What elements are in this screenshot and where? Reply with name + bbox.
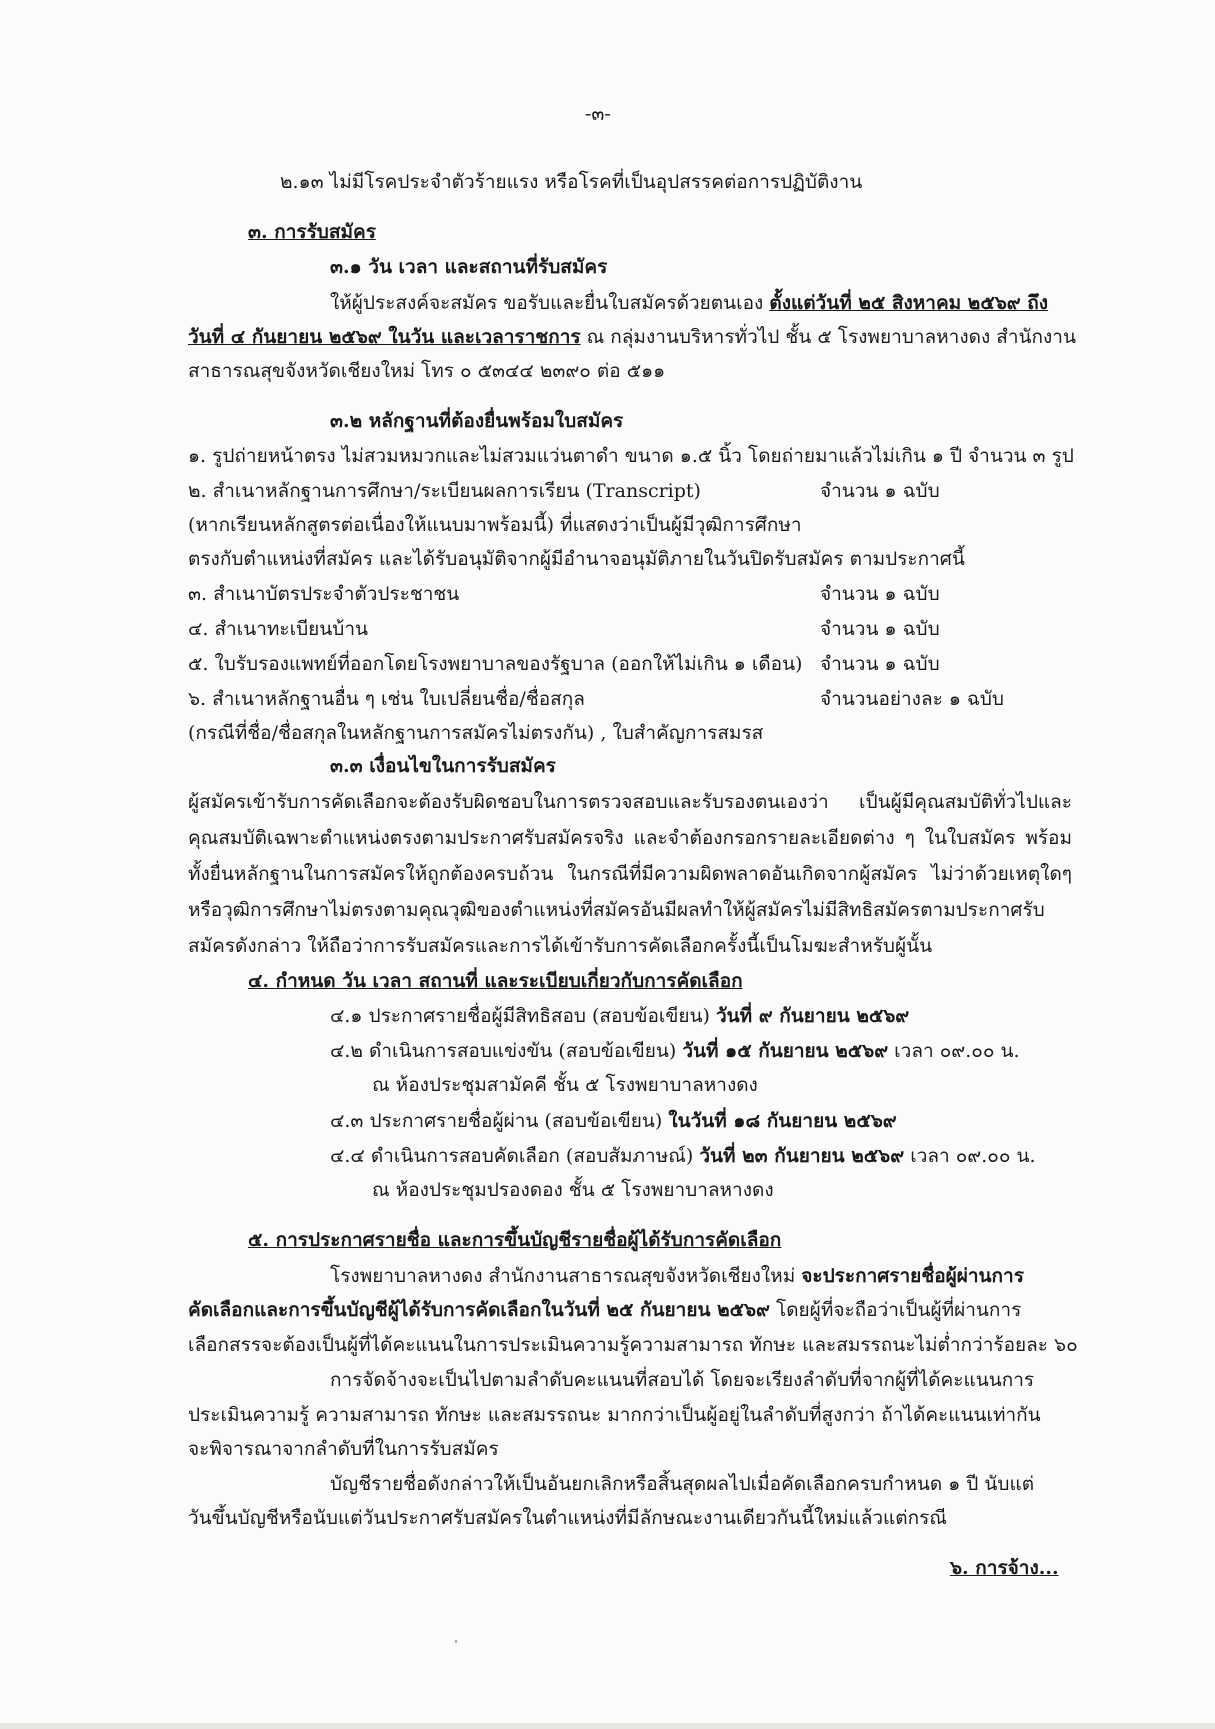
text-time: เวลา ๐๙.๐๐ น. (888, 1040, 1020, 1062)
section-3-1-line1 (330, 289, 1048, 317)
section-3-3-body: ผู้สมัครเข้ารับการคัดเลือกจะต้องรับผิดชอบในการตรวจสอบและรับรองตนเองว่า เป็นผู้มีคุณสมบัติทั่วไปและคุณสมบัติเฉพาะตำแหน่งตรงตามประกาศรับสมัครจริง และจำต้องกรอกรายละเอียดต่าง ๆ ในใบสมัคร พร้อมทั้งยื่นหลักฐานในการสมัครให้ถูกต้องครบถ้วน ในกรณีที่มีความผิดพลาดอันเกิดจากผู้สมัคร ไม่ว่าด้วยเหตุใดๆ หรือวุฒิการศึกษาไม่ตรงตามคุณวุฒิของตำแหน่งที่สมัครอันมีผลทำให้ผู้สมัครไม่มีสิทธิสมัครตามประกาศรับสมัครดังกล่าว ให้ถือว่าการรับสมัครและการได้เข้ารับการคัดเลือกครั้งนี้เป็นโมฆะสำหรับผู้นั้น (188, 791, 1072, 957)
section-4-heading: ๔. กำหนด วัน เวลา สถานที่ และระเบียบเกี่ยวกับการคัดเลือก (248, 970, 743, 992)
section-5-p1-line1 (330, 1262, 1024, 1290)
continuation-text: ๖. การจ้าง... (950, 1557, 1059, 1579)
section-5-p1-line3: เลือกสรรจะต้องเป็นผู้ที่ได้คะแนนในการประเมินความรู้ความสามารถ ทักษะ และสมรรถนะไม่ต่ำกว่าร้อยละ ๖๐ (188, 1334, 1078, 1356)
text-bold: จะประกาศรายชื่อผู้ผ่านการ (801, 1265, 1024, 1287)
section-3-3-heading: ๓.๓ เงื่อนไขในการรับสมัคร (330, 755, 556, 777)
text-bold-date: ในวันที่ ๑๘ กันยายน ๒๕๖๙ (668, 1110, 897, 1132)
doc-item-2: ๒. สำเนาหลักฐานการศึกษา/ระเบียนผลการเรียน (Transcript) (188, 480, 701, 502)
scan-speck (455, 1640, 457, 1643)
doc-item-6-qty: จำนวนอย่างละ ๑ ฉบับ (820, 688, 1004, 710)
schedule-4-3 (330, 1107, 897, 1135)
text-plain: โดยผู้ที่จะถือว่าเป็นผู้ที่ผ่านการ (769, 1299, 1022, 1321)
section-5-p2-line1: การจัดจ้างจะเป็นไปตามลำดับคะแนนที่สอบได้ โดยจะเรียงลำดับที่จากผู้ที่ได้คะแนนการ (330, 1369, 1035, 1391)
text-plain: โรงพยาบาลหางดง สำนักงานสาธารณสุขจังหวัดเชียงใหม่ (330, 1265, 802, 1287)
text-bold-date: วันที่ ๑๕ กันยายน ๒๕๖๙ (682, 1040, 889, 1062)
text-plain: ณ กลุ่มงานบริหารทั่วไป ชั้น ๕ โรงพยาบาลหางดง สำนักงาน (580, 326, 1076, 348)
text-plain: ๔.๓ ประกาศรายชื่อผู้ผ่าน (สอบข้อเขียน) (330, 1110, 669, 1132)
section-5-p3-line2: วันขึ้นบัญชีหรือนับแต่วันประกาศรับสมัครในตำแหน่งที่มีลักษณะงานเดียวกันนี้ใหม่แล้วแต่กรณี (188, 1507, 947, 1529)
text-bold-date: วันที่ ๙ กันยายน ๒๕๖๙ (715, 1005, 910, 1027)
text-bold-date: วันที่ ๒๓ กันยายน ๒๕๖๙ (699, 1145, 905, 1167)
section-5-p2-line3: จะพิจารณาจากลำดับที่ในการรับสมัคร (188, 1438, 499, 1460)
schedule-4-4-place: ณ ห้องประชุมปรองดอง ชั้น ๕ โรงพยาบาลหางดง (372, 1179, 774, 1201)
doc-item-3: ๓. สำเนาบัตรประจำตัวประชาชน (188, 583, 460, 605)
text-plain: ๔.๒ ดำเนินการสอบแข่งขัน (สอบข้อเขียน) (330, 1040, 683, 1062)
section-3-heading: ๓. การรับสมัคร (248, 221, 376, 243)
section-5-p3-line1: บัญชีรายชื่อดังกล่าวให้เป็นอันยกเลิกหรือสิ้นสุดผลไปเมื่อคัดเลือกครบกำหนด ๑ ปี นับแต่ (330, 1473, 1035, 1495)
doc-item-2-note2: ตรงกับตำแหน่งที่สมัคร และได้รับอนุมัติจากผู้มีอำนาจอนุมัติภายในวันปิดรับสมัคร ตามประกาศนี้ (188, 548, 965, 570)
schedule-4-4 (330, 1142, 1036, 1170)
text-time: เวลา ๐๙.๐๐ น. (904, 1145, 1036, 1167)
text-bold-date: ตั้งแต่วันที่ ๒๕ สิงหาคม ๒๕๖๙ ถึง (769, 292, 1049, 314)
schedule-4-2 (330, 1037, 1020, 1065)
doc-item-5-qty: จำนวน ๑ ฉบับ (820, 653, 940, 675)
text-bold: คัดเลือกและการขึ้นบัญชีผู้ได้รับการคัดเลือกในวันที่ ๒๕ กันยายน ๒๕๖๙ (188, 1299, 770, 1321)
clause-2-13: ๒.๑๓ ไม่มีโรคประจำตัวร้ายแรง หรือโรคที่เป็นอุปสรรคต่อการปฏิบัติงาน (280, 171, 863, 193)
doc-item-3-qty: จำนวน ๑ ฉบับ (820, 583, 940, 605)
doc-item-2-qty: จำนวน ๑ ฉบับ (820, 480, 940, 502)
section-5-p2-line2: ประเมินความรู้ ความสามารถ ทักษะ และสมรรถนะ มากกว่าเป็นผู้อยู่ในลำดับที่สูงกว่า ถ้าได้คะแนนเท่ากัน (188, 1404, 1041, 1426)
section-5-heading: ๕. การประกาศรายชื่อ และการขึ้นบัญชีรายชื่อผู้ได้รับการคัดเลือก (248, 1229, 782, 1251)
doc-item-2-note1: (หากเรียนหลักสูตรต่อเนื่องให้แนบมาพร้อมนี้) ที่แสดงว่าเป็นผู้มีวุฒิการศึกษา (188, 514, 802, 536)
doc-item-5: ๕. ใบรับรองแพทย์ที่ออกโดยโรงพยาบาลของรัฐบาล (ออกให้ไม่เกิน ๑ เดือน) (188, 653, 803, 675)
text-plain: ๔.๔ ดำเนินการสอบคัดเลือก (สอบสัมภาษณ์) (330, 1145, 700, 1167)
scan-bottom-edge (0, 1723, 1215, 1729)
continuation-marker (950, 1554, 1059, 1582)
doc-item-1: ๑. รูปถ่ายหน้าตรง ไม่สวมหมวกและไม่สวมแว่นตาดำ ขนาด ๑.๕ นิ้ว โดยถ่ายมาแล้วไม่เกิน ๑ ปี จำนวน ๓ รูป (188, 445, 1074, 467)
schedule-4-2-place: ณ ห้องประชุมสามัคคี ชั้น ๕ โรงพยาบาลหางดง (372, 1074, 758, 1096)
doc-item-4: ๔. สำเนาทะเบียนบ้าน (188, 618, 368, 640)
text-plain: ให้ผู้ประสงค์จะสมัคร ขอรับและยื่นใบสมัครด้วยตนเอง (330, 292, 770, 314)
section-3-1-line2 (188, 323, 1076, 351)
section-3-2-heading: ๓.๒ หลักฐานที่ต้องยื่นพร้อมใบสมัคร (330, 410, 624, 432)
doc-item-4-qty: จำนวน ๑ ฉบับ (820, 618, 940, 640)
schedule-4-1 (330, 1002, 909, 1030)
doc-item-6: ๖. สำเนาหลักฐานอื่น ๆ เช่น ใบเปลี่ยนชื่อ/ชื่อสกุล (188, 688, 585, 710)
section-5-p1-line2 (188, 1296, 1021, 1324)
section-3-1-heading: ๓.๑ วัน เวลา และสถานที่รับสมัคร (330, 256, 608, 278)
doc-item-6-note: (กรณีที่ชื่อ/ชื่อสกุลในหลักฐานการสมัครไม่ตรงกัน) , ใบสำคัญการสมรส (188, 722, 764, 744)
section-3-1-line3: สาธารณสุขจังหวัดเชียงใหม่ โทร ๐ ๕๓๔๔ ๒๓๙๐ ต่อ ๕๑๑ (188, 360, 666, 382)
text-bold-date: วันที่ ๔ กันยายน ๒๕๖๙ ในวัน และเวลาราชการ (188, 326, 581, 348)
page-number: -๓- (585, 103, 611, 125)
text-plain: ๔.๑ ประกาศรายชื่อผู้มีสิทธิสอบ (สอบข้อเขียน) (330, 1005, 716, 1027)
